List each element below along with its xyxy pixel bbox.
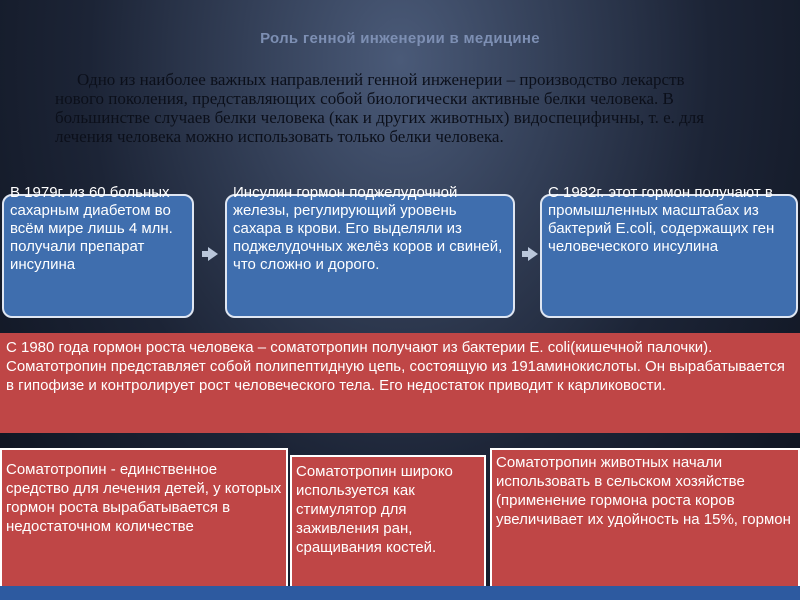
- somatotropin-box-healing: [290, 455, 486, 600]
- intro-paragraph: Одно из наиболее важных направлений генной инженерии – производство лекарств нового поколения, представляющих собой биологически активные белки человека. В большинстве случаев белки человека (как и других животных) видоспецифичны, т. е. для лечения человека можно использовать только белки человека.: [55, 70, 705, 146]
- flow-box-1979: [2, 184, 194, 318]
- box-text: Соматотропин животных начали использовать в сельском хозяйстве (применение гормона роста коров увеличивает их удойность на 15%, гормон: [496, 454, 791, 528]
- box-text: Соматотропин - единственное средство для лечения детей, у которых гормон роста вырабатывается в недостаточном количестве: [6, 461, 282, 535]
- somatotropin-band: С 1980 года гормон роста человека – соматотропин получают из бактерии E. coli(кишечной палочки). Соматотропин представляет собой полипептидную цепь, состоящую из 191аминокислоты. Он вырабатывается в гипофизе и контролирует рост человеческого тела. Его недостаток приводит к карликовости.: [0, 333, 800, 433]
- somatotropin-box-agriculture: [490, 448, 800, 600]
- flow-box-text: Инсулин гормон поджелудочной железы, регулирующий уровень сахара в крови. Его выделяли из поджелудочных желёз коров и свиней, что сложно и дорого.: [233, 184, 503, 273]
- flow-box-text: В 1979г. из 60 больных сахарным диабетом во всём мире лишь 4 млн. получали препарат инсулина: [10, 184, 173, 273]
- slide-title: Роль генной инженерии в медицине: [260, 30, 540, 47]
- flow-box-text: С 1982г. этот гормон получают в промышленных масштабах из бактерий E.coli, содержащих ген человеческого инсулина: [548, 184, 775, 255]
- flow-box-insulin: [225, 184, 515, 318]
- flow-box-1982: [540, 184, 798, 318]
- box-text: Соматотропин широко используется как стимулятор для заживления ран, сращивания костей.: [296, 463, 453, 556]
- arrow-right-icon: [528, 247, 538, 261]
- arrow-right-icon: [208, 247, 218, 261]
- bottom-strip: [0, 586, 800, 600]
- somatotropin-box-children: [0, 448, 288, 600]
